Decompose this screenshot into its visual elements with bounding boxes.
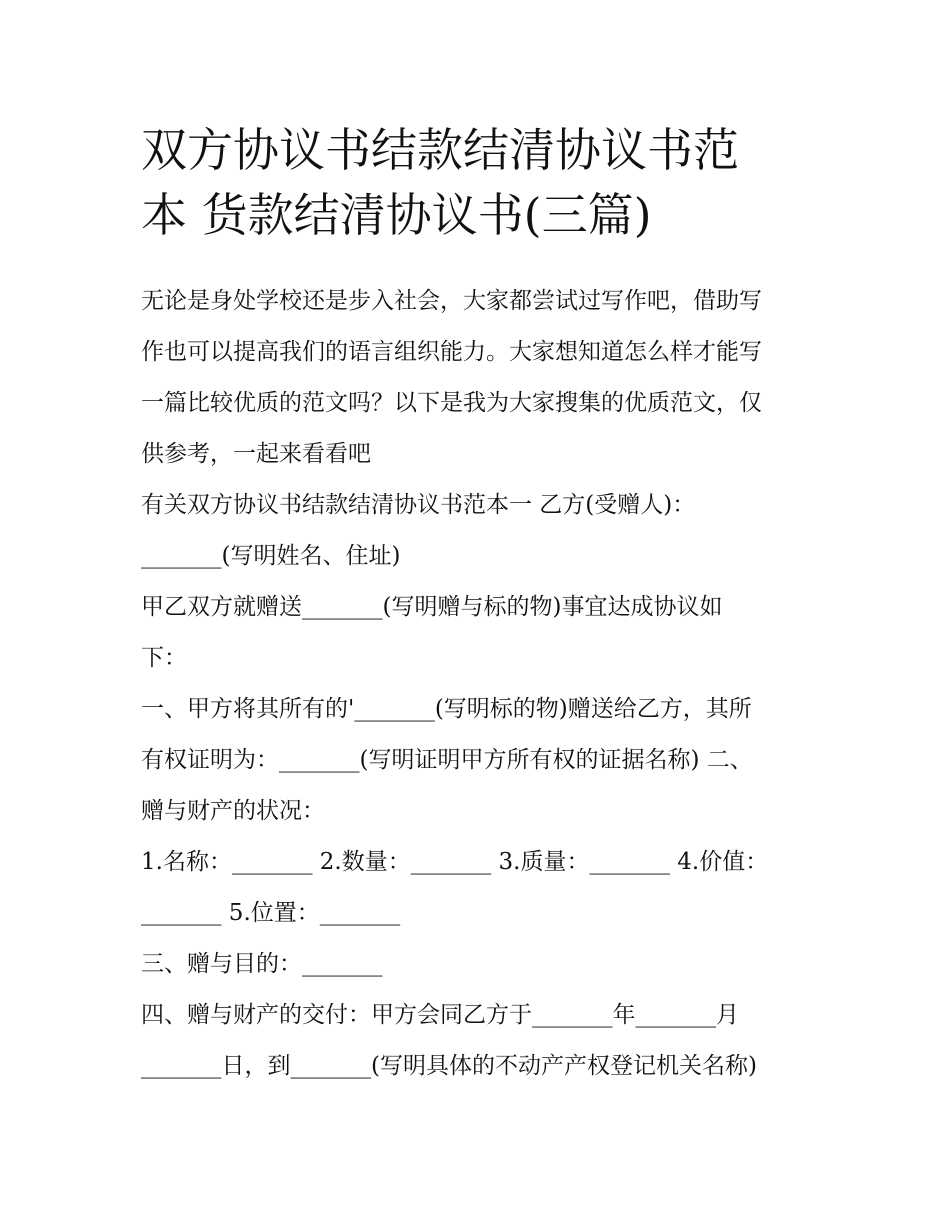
body-line-4: 供参考，一起来看看吧 xyxy=(141,441,371,467)
body-line-11: 赠与财产的状况： xyxy=(141,798,325,824)
title-line-2: 本 货款结清协议书(三篇) xyxy=(141,188,652,242)
document-title xyxy=(141,118,821,248)
body-line-5: 有关双方协议书结款结清协议书范本一 乙方(受赠人)： xyxy=(141,492,696,518)
body-line-13: _______ 5.位置：_______ xyxy=(141,900,401,926)
title-line-1: 双方协议书结款结清协议书范 xyxy=(141,123,739,177)
body-line-16: _______日，到_______(写明具体的不动产产权登记机关名称) xyxy=(141,1053,757,1079)
body-line-12: 1.名称：_______ 2.数量：_______ 3.质量：_______ 4.价值： xyxy=(141,849,769,875)
body-line-3: 一篇比较优质的范文吗？以下是我为大家搜集的优质范文，仅 xyxy=(141,390,762,416)
body-line-10: 有权证明为：_______(写明证明甲方所有权的证据名称) 二、 xyxy=(141,747,753,773)
body-line-15: 四、赠与财产的交付：甲方会同乙方于_______年_______月 xyxy=(141,1002,739,1028)
body-line-14: 三、赠与目的：_______ xyxy=(141,951,383,977)
body-line-9: 一、甲方将其所有的'_______(写明标的物)赠送给乙方，其所 xyxy=(141,696,752,722)
body-line-7: 甲乙双方就赠送_______(写明赠与标的物)事宜达成协议如 xyxy=(141,594,723,620)
body-line-1: 无论是身处学校还是步入社会，大家都尝试过写作吧，借助写 xyxy=(141,288,762,314)
body-line-6: _______(写明姓名、住址) xyxy=(141,543,401,569)
body-line-8: 下： xyxy=(141,645,187,671)
document-body xyxy=(141,276,831,1092)
body-line-2: 作也可以提高我们的语言组织能力。大家想知道怎么样才能写 xyxy=(141,339,762,365)
